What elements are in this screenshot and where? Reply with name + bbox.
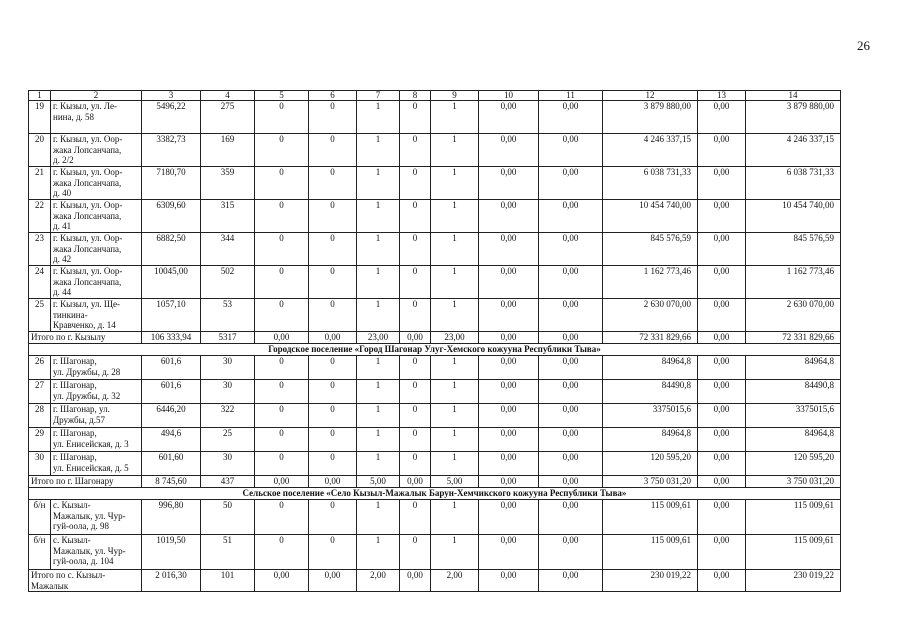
value-cell: 84964,8: [746, 356, 841, 380]
value-cell: 0: [400, 500, 431, 535]
column-header: 12: [603, 91, 698, 101]
value-cell: 0: [309, 233, 357, 266]
value-cell: 6446,20: [142, 404, 201, 428]
value-cell: 1: [431, 452, 479, 476]
value-cell: 84490,8: [746, 380, 841, 404]
value-cell: 0,00: [698, 134, 746, 167]
address-cell: г. Шагонар, ул. Дружбы, д. 32: [51, 380, 142, 404]
address-cell: г. Кызыл, ул. Ще- тинкина- Кравченко, д. 14: [51, 299, 142, 332]
address-cell: г. Шагонар, ул. Дружбы, д.57: [51, 404, 142, 428]
column-header: 4: [201, 91, 255, 101]
value-cell: 0: [255, 266, 309, 299]
value-cell: 0: [309, 101, 357, 134]
value-cell: 0,00: [539, 535, 603, 570]
table-row: [29, 167, 841, 200]
total-value: 5,00: [357, 476, 400, 488]
value-cell: 1057,10: [142, 299, 201, 332]
total-label: Итого по г. Кызылу: [29, 332, 142, 344]
table-row: [29, 535, 841, 570]
value-cell: 1: [431, 356, 479, 380]
value-cell: 1019,50: [142, 535, 201, 570]
value-cell: 0: [255, 134, 309, 167]
row-number: 27: [29, 380, 51, 404]
value-cell: 0,00: [479, 380, 539, 404]
value-cell: 1: [357, 134, 400, 167]
value-cell: 0: [255, 500, 309, 535]
value-cell: 3382,73: [142, 134, 201, 167]
column-header: 7: [357, 91, 400, 101]
value-cell: 1: [431, 428, 479, 452]
value-cell: 1: [357, 200, 400, 233]
value-cell: 4 246 337,15: [746, 134, 841, 167]
value-cell: 0,00: [698, 299, 746, 332]
value-cell: 1: [431, 500, 479, 535]
row-number: 25: [29, 299, 51, 332]
value-cell: 51: [201, 535, 255, 570]
value-cell: 1: [357, 380, 400, 404]
value-cell: 0,00: [698, 167, 746, 200]
address-cell: г. Кызыл, ул. Ле- нина, д. 58: [51, 101, 142, 134]
value-cell: 1: [431, 404, 479, 428]
value-cell: 0,00: [479, 233, 539, 266]
table-row: [29, 356, 841, 380]
value-cell: 0: [255, 428, 309, 452]
value-cell: 2 630 070,00: [746, 299, 841, 332]
value-cell: 359: [201, 167, 255, 200]
address-cell: г. Кызыл, ул. Оор- жака Лопсанчапа, д. 41: [51, 200, 142, 233]
value-cell: 0: [400, 404, 431, 428]
total-value: 437: [201, 476, 255, 488]
total-value: 72 331 829,66: [603, 332, 698, 344]
column-header: 3: [142, 91, 201, 101]
value-cell: 3 879 880,00: [746, 101, 841, 134]
column-header: 9: [431, 91, 479, 101]
total-value: 0,00: [539, 476, 603, 488]
section-title: Сельское поселение «Село Кызыл-Мажалык Барун-Хемчикского кожууна Республики Тыва»: [29, 488, 841, 500]
address-cell: г. Шагонар, ул. Дружбы, д. 28: [51, 356, 142, 380]
value-cell: 0,00: [539, 380, 603, 404]
value-cell: 120 595,20: [746, 452, 841, 476]
value-cell: 0: [400, 356, 431, 380]
value-cell: 115 009,61: [603, 535, 698, 570]
value-cell: 1 162 773,46: [746, 266, 841, 299]
row-number: 29: [29, 428, 51, 452]
section-header-row: [29, 488, 841, 500]
column-header: 10: [479, 91, 539, 101]
value-cell: 0: [255, 535, 309, 570]
value-cell: 0: [400, 101, 431, 134]
value-cell: 601,6: [142, 356, 201, 380]
value-cell: 0,00: [698, 428, 746, 452]
value-cell: 1: [357, 233, 400, 266]
value-cell: 0: [400, 428, 431, 452]
value-cell: 0: [309, 380, 357, 404]
total-row: [29, 570, 841, 592]
table-row: [29, 266, 841, 299]
value-cell: 996,80: [142, 500, 201, 535]
value-cell: 0: [255, 452, 309, 476]
value-cell: 0: [309, 428, 357, 452]
total-value: 0,00: [309, 476, 357, 488]
value-cell: 0,00: [698, 101, 746, 134]
total-row: [29, 476, 841, 488]
total-value: 8 745,60: [142, 476, 201, 488]
value-cell: 0: [255, 200, 309, 233]
value-cell: 275: [201, 101, 255, 134]
column-header: 1: [29, 91, 51, 101]
value-cell: 0,00: [479, 356, 539, 380]
value-cell: 0: [400, 233, 431, 266]
value-cell: 6882,50: [142, 233, 201, 266]
total-value: 230 019,22: [603, 570, 698, 592]
table-row: [29, 380, 841, 404]
value-cell: 1: [431, 167, 479, 200]
value-cell: 0,00: [539, 299, 603, 332]
column-header: 6: [309, 91, 357, 101]
value-cell: 0: [309, 266, 357, 299]
value-cell: 3375015,6: [603, 404, 698, 428]
value-cell: 0: [309, 452, 357, 476]
value-cell: 3375015,6: [746, 404, 841, 428]
total-value: 5317: [201, 332, 255, 344]
value-cell: 0,00: [539, 452, 603, 476]
row-number: 28: [29, 404, 51, 428]
value-cell: 0: [309, 535, 357, 570]
value-cell: 0,00: [698, 452, 746, 476]
table-row: [29, 233, 841, 266]
value-cell: 601,60: [142, 452, 201, 476]
row-number: б/н: [29, 500, 51, 535]
value-cell: 0,00: [539, 101, 603, 134]
value-cell: 1: [357, 535, 400, 570]
value-cell: 0,00: [698, 356, 746, 380]
column-header: 2: [51, 91, 142, 101]
table-row: [29, 452, 841, 476]
column-header: 14: [746, 91, 841, 101]
value-cell: 0,00: [698, 380, 746, 404]
total-value: 2 016,30: [142, 570, 201, 592]
total-value: 0,00: [539, 570, 603, 592]
row-number: 19: [29, 101, 51, 134]
row-number: 22: [29, 200, 51, 233]
value-cell: 0,00: [479, 428, 539, 452]
data-table: [28, 90, 841, 592]
value-cell: 30: [201, 452, 255, 476]
value-cell: 502: [201, 266, 255, 299]
value-cell: 3 879 880,00: [603, 101, 698, 134]
value-cell: 115 009,61: [746, 535, 841, 570]
value-cell: 84964,8: [603, 356, 698, 380]
total-value: 0,00: [255, 476, 309, 488]
value-cell: 1: [357, 167, 400, 200]
total-label: Итого по г. Шагонару: [29, 476, 142, 488]
value-cell: 115 009,61: [603, 500, 698, 535]
total-value: 0,00: [539, 332, 603, 344]
row-number: 23: [29, 233, 51, 266]
value-cell: 601,6: [142, 380, 201, 404]
value-cell: 0: [309, 404, 357, 428]
total-value: 0,00: [479, 476, 539, 488]
value-cell: 0: [255, 356, 309, 380]
total-value: 0,00: [255, 332, 309, 344]
value-cell: 1 162 773,46: [603, 266, 698, 299]
value-cell: 0,00: [539, 167, 603, 200]
value-cell: 6 038 731,33: [603, 167, 698, 200]
section-header-row: [29, 344, 841, 356]
value-cell: 30: [201, 356, 255, 380]
value-cell: 1: [431, 134, 479, 167]
total-value: 0,00: [698, 570, 746, 592]
total-value: 5,00: [431, 476, 479, 488]
address-cell: г. Шагонар, ул. Енисейская, д. 3: [51, 428, 142, 452]
value-cell: 0: [255, 167, 309, 200]
value-cell: 0: [255, 101, 309, 134]
value-cell: 0: [400, 167, 431, 200]
value-cell: 0,00: [539, 428, 603, 452]
value-cell: 50: [201, 500, 255, 535]
value-cell: 0: [255, 233, 309, 266]
value-cell: 0,00: [479, 404, 539, 428]
value-cell: 0,00: [698, 200, 746, 233]
total-value: 72 331 829,66: [746, 332, 841, 344]
value-cell: 2 630 070,00: [603, 299, 698, 332]
total-value: 106 333,94: [142, 332, 201, 344]
value-cell: 322: [201, 404, 255, 428]
value-cell: 0,00: [698, 535, 746, 570]
column-header: 13: [698, 91, 746, 101]
total-value: 0,00: [698, 332, 746, 344]
value-cell: 0,00: [698, 404, 746, 428]
address-cell: г. Кызыл, ул. Оор- жака Лопсанчапа, д. 42: [51, 233, 142, 266]
address-cell: г. Кызыл, ул. Оор- жака Лопсанчапа, д. 44: [51, 266, 142, 299]
value-cell: 0,00: [479, 266, 539, 299]
value-cell: 1: [357, 101, 400, 134]
row-number: 20: [29, 134, 51, 167]
value-cell: 0,00: [698, 266, 746, 299]
total-value: 2,00: [357, 570, 400, 592]
value-cell: 0,00: [479, 500, 539, 535]
table-row: [29, 200, 841, 233]
value-cell: 84964,8: [603, 428, 698, 452]
value-cell: 0,00: [698, 500, 746, 535]
value-cell: 0: [255, 299, 309, 332]
value-cell: 845 576,59: [746, 233, 841, 266]
value-cell: 0,00: [539, 404, 603, 428]
value-cell: 0,00: [698, 233, 746, 266]
value-cell: 10045,00: [142, 266, 201, 299]
value-cell: 0: [309, 134, 357, 167]
total-value: 0,00: [309, 332, 357, 344]
value-cell: 0,00: [539, 134, 603, 167]
value-cell: 0: [309, 500, 357, 535]
value-cell: 1: [357, 356, 400, 380]
address-cell: с. Кызыл- Мажалык, ул. Чур- гуй-оола, д. 98: [51, 500, 142, 535]
value-cell: 0,00: [479, 299, 539, 332]
total-label: Итого по с. Кызыл- Мажалык: [29, 570, 142, 592]
value-cell: 84964,8: [746, 428, 841, 452]
table-row: [29, 428, 841, 452]
value-cell: 120 595,20: [603, 452, 698, 476]
total-value: 0,00: [400, 570, 431, 592]
column-header: 11: [539, 91, 603, 101]
value-cell: 5496,22: [142, 101, 201, 134]
value-cell: 0,00: [539, 356, 603, 380]
value-cell: 1: [357, 266, 400, 299]
total-value: 3 750 031,20: [746, 476, 841, 488]
value-cell: 115 009,61: [746, 500, 841, 535]
value-cell: 0: [400, 380, 431, 404]
total-value: 3 750 031,20: [603, 476, 698, 488]
total-value: 0,00: [255, 570, 309, 592]
address-cell: г. Шагонар, ул. Енисейская, д. 5: [51, 452, 142, 476]
value-cell: 0,00: [479, 452, 539, 476]
value-cell: 0: [255, 380, 309, 404]
address-cell: г. Кызыл, ул. Оор- жака Лопсанчапа, д. 2/2: [51, 134, 142, 167]
value-cell: 0,00: [479, 134, 539, 167]
value-cell: 0: [309, 299, 357, 332]
value-cell: 0,00: [539, 266, 603, 299]
value-cell: 6309,60: [142, 200, 201, 233]
value-cell: 1: [431, 101, 479, 134]
value-cell: 0,00: [539, 233, 603, 266]
total-row: [29, 332, 841, 344]
value-cell: 0,00: [539, 200, 603, 233]
total-value: 101: [201, 570, 255, 592]
total-value: 230 019,22: [746, 570, 841, 592]
column-header: 5: [255, 91, 309, 101]
value-cell: 0: [309, 356, 357, 380]
value-cell: 0,00: [539, 500, 603, 535]
address-cell: г. Кызыл, ул. Оор- жака Лопсанчапа, д. 40: [51, 167, 142, 200]
total-value: 23,00: [357, 332, 400, 344]
value-cell: 315: [201, 200, 255, 233]
value-cell: 0,00: [479, 535, 539, 570]
value-cell: 1: [357, 500, 400, 535]
row-number: 30: [29, 452, 51, 476]
value-cell: 0: [309, 200, 357, 233]
row-number: 26: [29, 356, 51, 380]
total-value: 0,00: [400, 332, 431, 344]
value-cell: 0,00: [479, 101, 539, 134]
value-cell: 1: [357, 299, 400, 332]
value-cell: 10 454 740,00: [746, 200, 841, 233]
value-cell: 6 038 731,33: [746, 167, 841, 200]
value-cell: 845 576,59: [603, 233, 698, 266]
value-cell: 0: [400, 299, 431, 332]
page-number: 26: [857, 38, 870, 53]
table-row: [29, 299, 841, 332]
value-cell: 0: [400, 266, 431, 299]
value-cell: 0,00: [479, 167, 539, 200]
value-cell: 0: [400, 452, 431, 476]
value-cell: 25: [201, 428, 255, 452]
row-number: 24: [29, 266, 51, 299]
value-cell: 0,00: [479, 200, 539, 233]
column-header: 8: [400, 91, 431, 101]
value-cell: 7180,70: [142, 167, 201, 200]
value-cell: 494,6: [142, 428, 201, 452]
row-number: б/н: [29, 535, 51, 570]
value-cell: 1: [431, 266, 479, 299]
table-row: [29, 101, 841, 134]
value-cell: 344: [201, 233, 255, 266]
value-cell: 1: [431, 233, 479, 266]
section-title: Городское поселение «Город Шагонар Улуг-Хемского кожууна Республики Тыва»: [29, 344, 841, 356]
value-cell: 169: [201, 134, 255, 167]
value-cell: 84490,8: [603, 380, 698, 404]
total-value: 0,00: [698, 476, 746, 488]
value-cell: 53: [201, 299, 255, 332]
table-row: [29, 500, 841, 535]
value-cell: 0: [400, 200, 431, 233]
value-cell: 1: [357, 452, 400, 476]
value-cell: 10 454 740,00: [603, 200, 698, 233]
value-cell: 0: [309, 167, 357, 200]
table-row: [29, 134, 841, 167]
value-cell: 1: [357, 428, 400, 452]
value-cell: 1: [431, 380, 479, 404]
header-row: [29, 91, 841, 101]
total-value: 2,00: [431, 570, 479, 592]
value-cell: 0: [400, 535, 431, 570]
value-cell: 0: [255, 404, 309, 428]
total-value: 0,00: [309, 570, 357, 592]
total-value: 0,00: [479, 570, 539, 592]
value-cell: 1: [431, 535, 479, 570]
value-cell: 0: [400, 134, 431, 167]
row-number: 21: [29, 167, 51, 200]
value-cell: 1: [431, 200, 479, 233]
table-row: [29, 404, 841, 428]
table-body: [29, 91, 841, 592]
total-value: 23,00: [431, 332, 479, 344]
address-cell: с. Кызыл- Мажалык, ул. Чур- гуй-оола, д. 104: [51, 535, 142, 570]
value-cell: 1: [431, 299, 479, 332]
value-cell: 4 246 337,15: [603, 134, 698, 167]
value-cell: 1: [357, 404, 400, 428]
value-cell: 30: [201, 380, 255, 404]
total-value: 0,00: [400, 476, 431, 488]
total-value: 0,00: [479, 332, 539, 344]
